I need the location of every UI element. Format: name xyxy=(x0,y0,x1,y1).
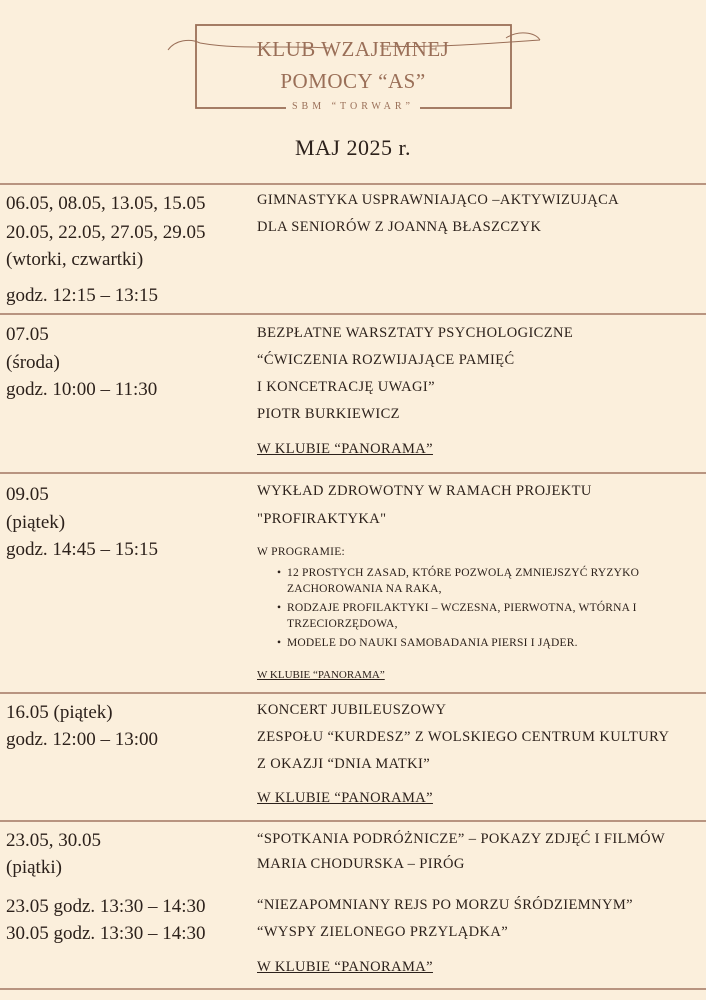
logo-title-line2: POMOCY “AS” xyxy=(280,69,426,93)
date-line: 20.05, 22.05, 27.05, 29.05 xyxy=(6,222,206,243)
description-line: “ĆWICZENIA ROZWIJAJĄCE PAMIĘĆ xyxy=(257,352,515,368)
description-line: BEZPŁATNE WARSZTATY PSYCHOLOGICZNE xyxy=(257,325,574,341)
time-line: 23.05 godz. 13:30 – 14:30 xyxy=(6,896,206,917)
description-line: “SPOTKANIA PODRÓŻNICZE” – POKAZY ZDJĘĆ I FILMÓW xyxy=(257,831,666,847)
event-row xyxy=(0,478,706,690)
date-line: (piątek) xyxy=(6,512,66,533)
description-line: DLA SENIORÓW Z JOANNĄ BŁASZCZYK xyxy=(257,219,542,235)
description-line: “WYSPY ZIELONEGO PRZYLĄDKA” xyxy=(257,924,509,940)
description-line: ZESPOŁU “KURDESZ” Z WOLSKIEGO CENTRUM KULTURY xyxy=(257,729,670,745)
date-line: (piątki) xyxy=(6,857,62,878)
logo-subtitle-text: SBM “TORWAR” xyxy=(286,101,420,112)
divider xyxy=(0,313,706,315)
description-line: GIMNASTYKA USPRAWNIAJĄCO –AKTYWIZUJĄCA xyxy=(257,192,620,208)
location-link[interactable]: W KLUBIE “PANORAMA” xyxy=(257,669,385,681)
location-link[interactable]: W KLUBIE “PANORAMA” xyxy=(257,790,433,806)
description-line: PIOTR BURKIEWICZ xyxy=(257,406,400,422)
location-link[interactable]: W KLUBIE “PANORAMA” xyxy=(257,959,433,975)
divider xyxy=(0,472,706,474)
program-item: • 12 PROSTYCH ZASAD, KTÓRE POZWOLĄ ZMNIEJSZYĆ RYZYKO ZACHOROWANIA NA RAKA, xyxy=(287,565,667,597)
event-row xyxy=(0,698,706,818)
time-line: 30.05 godz. 13:30 – 14:30 xyxy=(6,923,206,944)
program-list xyxy=(273,565,706,651)
description-line: KONCERT JUBILEUSZOWY xyxy=(257,702,447,718)
time-line: godz. 12:00 – 13:00 xyxy=(6,729,158,750)
divider xyxy=(0,820,706,822)
date-line: 16.05 (piątek) xyxy=(6,702,113,723)
program-label: W PROGRAMIE: xyxy=(257,546,346,558)
description-line: Z OKAZJI “DNIA MATKI” xyxy=(257,756,431,772)
date-line: (środa) xyxy=(6,352,60,373)
date-line: 23.05, 30.05 xyxy=(6,830,101,851)
event-row xyxy=(0,826,706,986)
event-row xyxy=(0,319,706,469)
time-line: godz. 12:15 – 13:15 xyxy=(6,285,158,306)
location-link[interactable]: W KLUBIE “PANORAMA” xyxy=(257,441,433,457)
event-row xyxy=(0,189,706,311)
divider xyxy=(0,692,706,694)
logo-subtitle xyxy=(0,101,706,112)
divider xyxy=(0,988,706,990)
date-line: 09.05 xyxy=(6,484,49,505)
header xyxy=(0,0,706,180)
description-line: “NIEZAPOMNIANY REJS PO MORZU ŚRÓDZIEMNYM” xyxy=(257,897,633,913)
program-item: • MODELE DO NAUKI SAMOBADANIA PIERSI I JĄDER. xyxy=(287,635,706,651)
time-line: godz. 10:00 – 11:30 xyxy=(6,379,158,400)
time-line: godz. 14:45 – 15:15 xyxy=(6,539,158,560)
date-line: 07.05 xyxy=(6,324,49,345)
description-line: "PROFIRAKTYKA" xyxy=(257,511,387,527)
description-line: WYKŁAD ZDROWOTNY W RAMACH PROJEKTU xyxy=(257,483,592,499)
logo-title-line1: KLUB WZAJEMNEJ xyxy=(256,37,450,61)
description-line: I KONCETRACJĘ UWAGI” xyxy=(257,379,435,395)
date-line: 06.05, 08.05, 13.05, 15.05 xyxy=(6,193,206,214)
divider xyxy=(0,183,706,185)
program-item: • RODZAJE PROFILAKTYKI – WCZESNA, PIERWOTNA, WTÓRNA I TRZECIORZĘDOWA, xyxy=(287,600,667,632)
date-line: (wtorki, czwartki) xyxy=(6,249,144,270)
description-line: MARIA CHODURSKA – PIRÓG xyxy=(257,856,465,872)
month-title: MAJ 2025 r. xyxy=(294,135,412,160)
